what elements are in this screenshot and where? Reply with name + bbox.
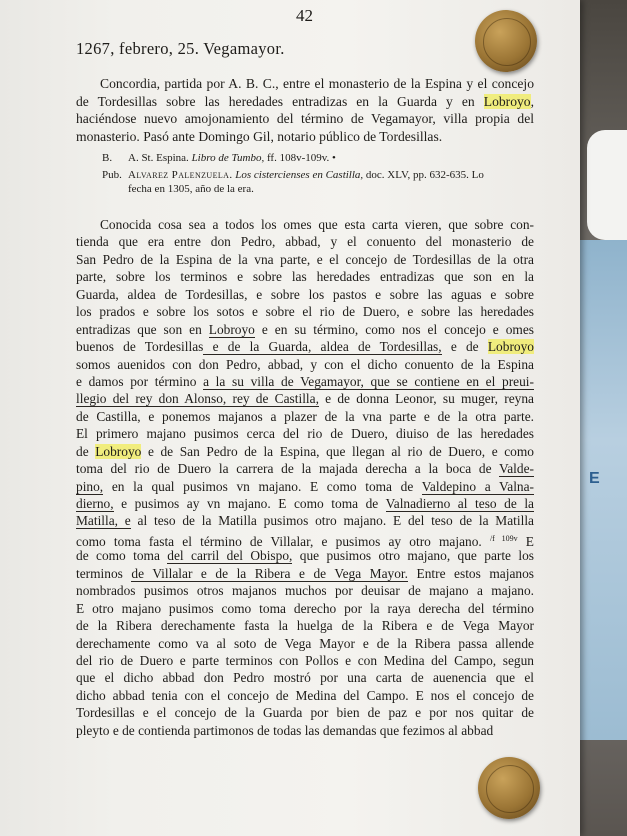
body-line [76,460,534,477]
body-text-run: que el dicho abbad don Pedro mostró por una carta de auenencia que el [76,670,534,686]
body-text-run: e en su término, como nos el concejo e omes [254,321,534,337]
body-text-run: derechamente como va al soto de Vega Mayor e de la Ribera passa allende [76,635,534,651]
body-line [76,443,534,460]
body-text-run: nombrados pusimos otros majanos muchos por deuisar de majano a majano. [76,583,534,599]
body-line [76,478,534,495]
body-line [76,321,534,338]
body-text-run: tienda que era entre don Pedro, abbad, y el conuento del monasterio de [76,234,534,250]
body-text-run: E otro majano pusimos como toma derecho por la raya derecha del término [76,600,534,616]
body-text-run: Entre estos majanos [408,565,534,581]
underlined-text: llegio del rey don Alonso, rey de Castilla, [76,391,319,407]
body-text-run: Guarda, aldea de Tordesillas, e sobre los pastos e sobre las aguas e sobre [76,286,534,302]
body-text-run: de [76,443,96,459]
underlined-text: de Villalar e de la Ribera e de Vega Mayor. [131,565,408,581]
body-line [76,547,534,564]
body-line [76,582,534,599]
body-line [76,373,534,390]
coin-weight-bottom [478,757,540,819]
summary-text-1: Concordia, partida por A. B. C., entre el monasterio de la Espina y el concejo de Tordesillas sobre las heredades entradizas en la Guarda y en [76,76,534,109]
underlined-text: Lobroyo [208,321,255,337]
body-line [76,268,534,285]
body-line [76,286,534,303]
body-line [76,233,534,250]
body-line [76,565,534,582]
source-archive: A. St. Espina. [128,152,192,164]
body-text-run: en la qual pusimos vn majano. E como toma de [103,478,422,494]
body-text-run: E [517,533,534,549]
source-title: Los cistercienses en Castilla, [232,169,364,181]
source-title: Libro de Tumbo, [191,152,265,164]
underlined-text: e de la Guarda, aldea de Tordesillas, [203,339,442,355]
body-text-run: que pusimos otro majano, que parte los [292,548,534,564]
body-text-run: parte, sobre los terminos e sobre las heredades entradizas que son en la [76,269,534,285]
body-line [76,617,534,634]
source-key: Pub. [102,169,122,181]
underlined-text: Matilla, e [76,513,131,529]
body-line [76,303,534,320]
body-line [76,408,534,425]
page-number: 42 [296,6,313,25]
highlighted-text: Lobroyo [487,339,534,355]
folio-marker: /f 109v [489,533,518,543]
body-text-run: e de [441,339,488,355]
body-line [76,669,534,686]
body-line [76,425,534,442]
source-reference-pub [102,169,542,196]
source-key: B. [102,152,113,164]
body-line [76,512,534,529]
body-text-run: de Castilla, e ponemos majanos a plazer de la vna parte e de la otra parte. [76,408,534,424]
source-folios: ff. 108v-109v. • [264,152,336,164]
body-text-run: e de donna Leonor, su muger, reyna [318,391,534,407]
source-author: Alvarez Palenzuela. [128,169,233,181]
background-card-label: E [589,470,600,487]
body-line [76,635,534,652]
document-summary [76,75,534,145]
underlined-text: pino, [76,478,104,494]
body-text-run: Conocida cosa sea a todos los omes que esta carta vieren, que sobre con- [100,217,534,232]
background-white-object [587,130,627,240]
body-line [76,687,534,704]
underlined-text: Valde- [499,461,534,477]
underlined-text: dierno, [76,496,114,511]
body-text-run: como toma fasta el término de Villalar, e pusimos ay otro majano. [76,533,490,549]
underlined-text: Valnadierno al teso de la [385,496,534,511]
body-text-run: e pusimos ay vn majano. E como toma de [113,496,386,511]
underlined-text: Valdepino a Valna- [421,478,535,494]
underlined-text: a la su villa de Vegamayor, que se contiene en el preui- [203,373,534,389]
body-line [76,495,534,512]
body-line [76,356,534,373]
body-line [76,722,534,739]
body-text-run: somos auenidos con don Pedro, abbad, y con el dicho conuento de la Espina [76,356,534,372]
source-date-note: fecha en 1305, año de la era. [128,182,254,195]
body-line [76,216,534,233]
source-pages: doc. XLV, pp. 632-635. Lo [363,169,484,181]
document-body [76,216,534,739]
summary-text-2: , haciéndose nuevo amojonamiento del término de Vegamayor, villa propia del monasterio. Pasó ante Domingo Gil, notario público de Tordesillas. [76,93,534,144]
body-text-run: buenos de Tordesillas [76,339,204,355]
body-text-run: Tordesillas e el concejo de la Guarda por bien de paz e por nos quitar de [76,705,534,721]
body-text-run: del rio de Duero e parte terminos con Pollos e con Medina del Campo, segun [76,652,534,668]
body-line [76,390,534,407]
body-text-run: dicho abbad tenia con el concejo de Medina del Campo. E nos el concejo de [76,687,534,703]
body-text-run: e de San Pedro de la Espina, que llegan al rio de Duero, e como [141,443,534,459]
body-text-run: e damos por término [76,373,204,389]
highlighted-text: Lobroyo [95,443,142,459]
body-text-run: terminos [76,565,132,581]
body-text-run: San Pedro de la Espina de la vna parte, e el concejo de Tordesillas de la otra [76,251,534,267]
body-text-run: de la Ribera derechamente fasta la huelga de la Ribera e de Vega Mayor [76,618,534,634]
body-text-run: los prados e sobre los sotos e sobre el rio de Duero, e sobre las heredades [76,304,534,320]
coin-weight-top [475,10,537,72]
body-line [76,600,534,617]
underlined-text: del carril del Obispo, [167,548,293,564]
body-line [76,652,534,669]
highlight-lobroyo: Lobroyo [483,93,531,109]
body-text-run: de como toma [76,548,168,564]
body-text-run: entradizas que son en [76,321,209,337]
body-line [76,251,534,268]
body-text-run: El primero majano pusimos cerca del rio de Duero, diuiso de las heredades [76,426,534,442]
body-line [76,338,534,355]
source-reference-b [102,152,542,166]
body-text-run: pleyto e de contienda partimonos de todas las demandas que fezimos al abbad [76,722,494,738]
body-text-run: toma del rio de Duero la carrera de la majada derecha a la boca de [76,461,500,477]
body-line [76,704,534,721]
body-line [76,530,534,547]
document-heading: 1267, febrero, 25. Vegamayor. [76,39,285,58]
background-blue-card [579,240,627,740]
body-text-run: al teso de la Matilla pusimos otro majano. E del teso de la Matilla [130,513,534,529]
